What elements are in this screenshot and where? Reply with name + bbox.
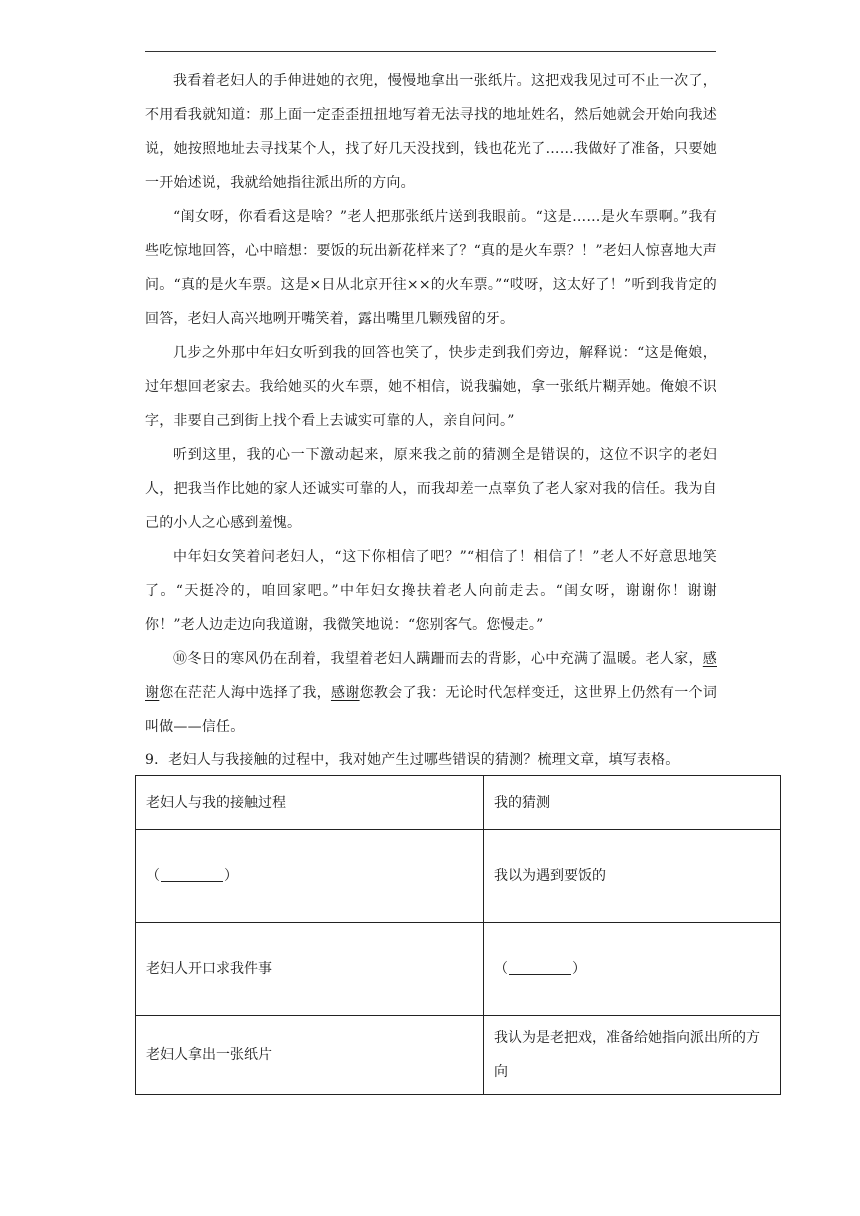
paragraph: 听到这里，我的心一下激动起来，原来我之前的猜测全是错误的，这位不识字的老妇人，把我当作比她的家人还诚实可靠的人，而我却差一点辜负了老人家对我的信任。我为自己的小人之心感到羞愧。	[145, 447, 717, 531]
table-header-row	[136, 776, 781, 830]
reading-passage	[145, 64, 717, 744]
table-header-cell: 我的猜测	[484, 776, 781, 830]
table-row	[136, 830, 781, 923]
table-cell: 我以为遇到要饭的	[484, 830, 781, 923]
answer-table	[135, 775, 781, 1095]
answer-blank[interactable]	[161, 867, 223, 882]
question-9: 9．老妇人与我接触的过程中，我对她产生过哪些错误的猜测？梳理文章，填写表格。	[145, 752, 680, 768]
paragraph-text: 您在茫茫人海中选择了我，	[159, 685, 331, 701]
header-rule	[145, 51, 716, 52]
table-cell: 老妇人拿出一张纸片	[136, 1016, 484, 1095]
table-row	[136, 1016, 781, 1095]
table-cell: 我认为是老把戏，准备给她指向派出所的方向	[484, 1016, 781, 1095]
underlined-word: 感谢	[330, 685, 360, 701]
paragraph: 中年妇女笑着问老妇人，“这下你相信了吧？”“相信了！相信了！”老人不好意思地笑了。“天挺冷的，咱回家吧。”中年妇女搀扶着老人向前走去。“闺女呀，谢谢你！谢谢你！”老人边走边向我道谢，我微笑地说：“您别客气。您慢走。”	[145, 549, 717, 633]
table-cell: 老妇人开口求我件事	[136, 923, 484, 1016]
paragraph: 几步之外那中年妇女听到我的回答也笑了，快步走到我们旁边，解释说：“这是俺娘，过年想回老家去。我给她买的火车票，她不相信，说我骗她，拿一张纸片糊弄她。俺娘不识字，非要自己到街上找个看上去诚实可靠的人，亲自问问。”	[145, 345, 717, 429]
paragraph-10	[145, 642, 717, 744]
paragraph-text: 您教会了我：无论时代怎样变迁，这世界上仍然有一个词叫做——信任。	[145, 685, 718, 735]
answer-blank[interactable]	[509, 960, 571, 975]
table-row	[136, 923, 781, 1016]
paragraph-text: ⑩冬日的寒风仍在刮着，我望着老妇人蹒跚而去的背影，心中充满了温暖。老人家，	[173, 651, 703, 667]
paragraph: 我看着老妇人的手伸进她的衣兜，慢慢地拿出一张纸片。这把戏我见过可不止一次了，不用看我就知道：那上面一定歪歪扭扭地写着无法寻找的地址姓名，然后她就会开始向我述说，她按照地址去寻找某个人，找了好几天没找到，钱也花光了……我做好了准备，只要她一开始述说，我就给她指往派出所的方向。	[145, 73, 717, 191]
table-header-cell: 老妇人与我的接触过程	[136, 776, 484, 830]
paragraph: “闺女呀，你看看这是啥？”老人把那张纸片送到我眼前。“这是……是火车票啊。”我有些吃惊地回答，心中暗想：要饭的玩出新花样来了？“真的是火车票？！”老妇人惊喜地大声问。“真的是火车票。这是×日从北京开往××的火车票。”“哎呀，这太好了！”听到我肯定的回答，老妇人高兴地咧开嘴笑着，露出嘴里几颗残留的牙。	[145, 209, 717, 327]
table-cell-blank: （ ）	[136, 830, 484, 923]
underlined-word: 感谢	[145, 651, 717, 701]
table-cell-blank: （ ）	[484, 923, 781, 1016]
